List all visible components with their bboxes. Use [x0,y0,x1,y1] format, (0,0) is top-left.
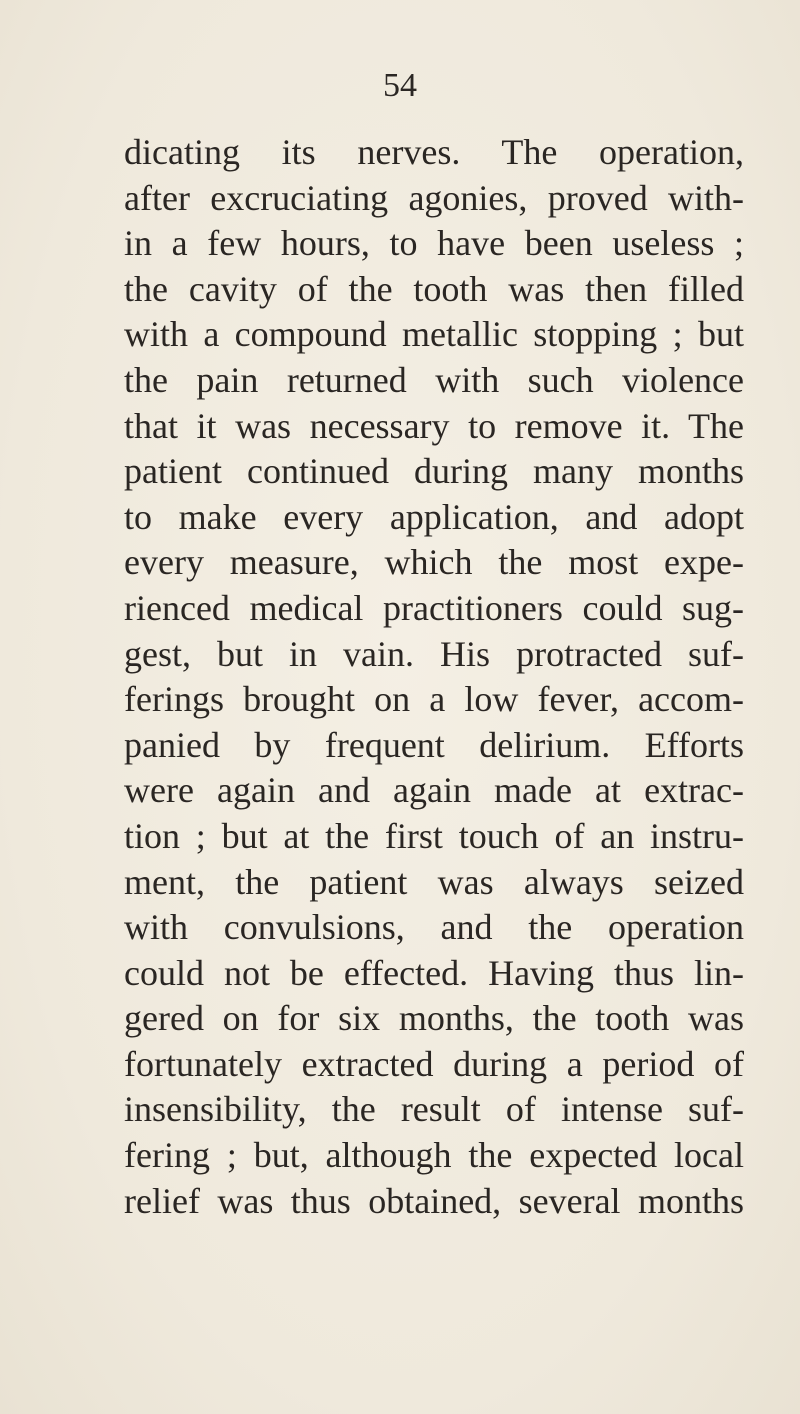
text-line: insensibility, the result of intense suf- [124,1089,744,1130]
text-line: every measure, which the most expe- [124,542,744,583]
text-line: after excruciating agonies, proved with- [124,177,744,218]
text-line: tion ; but at the first touch of an instru- [124,815,744,856]
text-line: patient continued during many months [124,451,744,492]
text-line: ment, the patient was always seized [124,861,744,902]
text-line: relief was thus obtained, several months [124,1180,744,1221]
text-line: to make every application, and adopt [124,496,744,537]
text-line: rienced medical practitioners could sug- [124,587,744,628]
text-line: fortunately extracted during a period of [124,1043,744,1084]
text-line: dicating its nerves. The operation, [124,132,744,172]
text-line: the pain returned with such violence [124,359,744,400]
text-line: could not be effected. Having thus lin- [124,952,744,993]
text-line: were again and again made at extrac- [124,770,744,811]
body-text [124,130,744,1224]
text-line: gest, but in vain. His protracted suf- [124,633,744,674]
text-line: fering ; but, although the expected local [124,1135,744,1176]
text-line: in a few hours, to have been useless ; [124,223,744,264]
text-line: the cavity of the tooth was then filled [124,268,744,309]
text-line: gered on for six months, the tooth was [124,998,744,1039]
text-line: with convulsions, and the operation [124,907,744,948]
text-line: with a compound metallic stopping ; but [124,314,744,355]
text-line: that it was necessary to remove it. The [124,405,744,446]
text-line: panied by frequent delirium. Efforts [124,724,744,765]
page-number: 54 [383,67,417,104]
text-line: ferings brought on a low fever, accom- [124,679,744,720]
